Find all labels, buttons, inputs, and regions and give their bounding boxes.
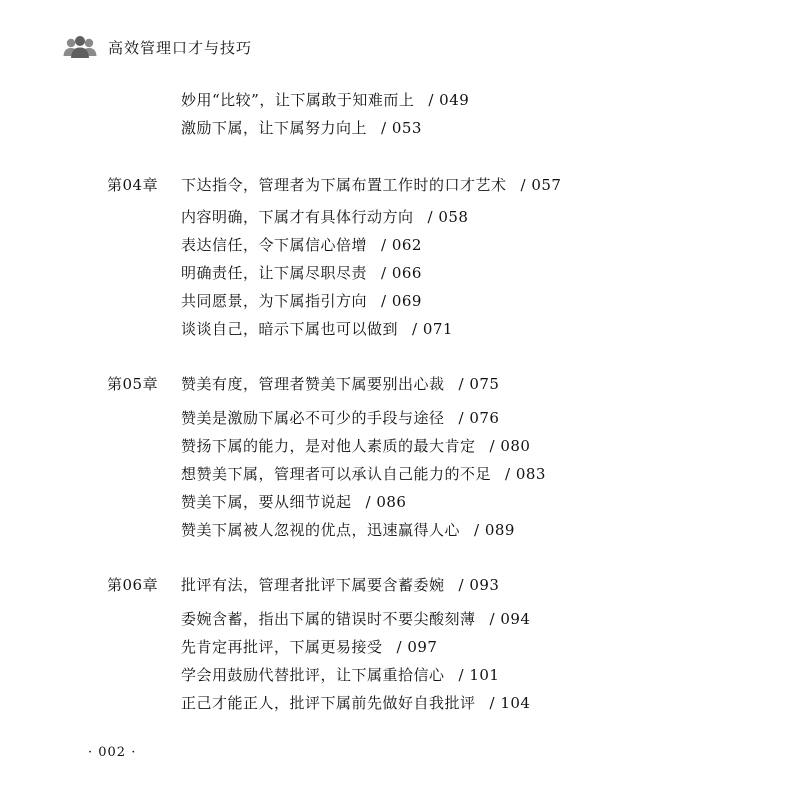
toc-item-title: 激励下属，让下属努力向上 [181,119,368,137]
toc-item-title: 正己才能正人，批评下属前先做好自我批评 [181,694,476,712]
toc-item-title: 赞美是激励下属必不可少的手段与途径 [181,409,445,427]
toc-item-page: / 071 [412,320,453,338]
toc-item-title: 赞美下属被人忽视的优点，迅速赢得人心 [181,521,461,539]
toc-item-page: / 062 [381,236,422,254]
toc-item [181,464,546,484]
toc-item [181,665,499,685]
chapter-title: 赞美有度，管理者赞美下属要别出心裁 [181,375,445,393]
chapter-heading-05 [107,374,499,394]
running-header [62,34,252,60]
toc-item-page: / 080 [489,437,531,455]
chapter-title: 下达指令，管理者为下属布置工作时的口才艺术 [181,176,507,194]
toc-item-title: 明确责任，让下属尽职尽责 [181,264,368,282]
toc-item-title: 谈谈自己，暗示下属也可以做到 [181,320,399,338]
chapter-label: 第04章 [107,176,159,194]
toc-item-page: / 097 [396,638,438,656]
chapter-label: 第05章 [107,375,159,393]
toc-item-title: 妙用“比较”，让下属敢于知难而上 [181,91,415,109]
people-group-icon [62,34,98,60]
toc-item [181,207,468,227]
toc-item-page: / 066 [381,264,422,282]
chapter-page: / 093 [458,576,500,594]
toc-item [181,637,437,657]
page-number: · 002 · [88,745,137,760]
chapter-heading-06 [107,575,499,595]
toc-item-page: / 086 [365,493,407,511]
toc-item-title: 表达信任，令下属信心倍增 [181,236,368,254]
toc-item-title: 共同愿景，为下属指引方向 [181,292,368,310]
toc-item-title: 赞美下属，要从细节说起 [181,493,352,511]
toc-item [181,319,453,339]
toc-item-page: / 101 [458,666,500,684]
chapter-title: 批评有法，管理者批评下属要含蓄委婉 [181,576,445,594]
toc-item-page: / 089 [474,521,515,539]
toc-item-title: 先肯定再批评，下属更易接受 [181,638,383,656]
toc-item-page: / 049 [428,91,470,109]
toc-item [181,118,422,138]
toc-item [181,263,422,283]
toc-item-page: / 069 [381,292,422,310]
toc-item-title: 内容明确，下属才有具体行动方向 [181,208,414,226]
toc-item [181,436,530,456]
chapter-page: / 075 [458,375,500,393]
toc-item [181,408,499,428]
toc-item-page: / 058 [427,208,469,226]
toc-item-title: 想赞美下属，管理者可以承认自己能力的不足 [181,465,492,483]
toc-item-page: / 053 [381,119,422,137]
chapter-page: / 057 [520,176,562,194]
toc-item [181,235,422,255]
toc-item [181,492,406,512]
toc-item-title: 委婉含蓄，指出下属的错误时不要尖酸刻薄 [181,610,476,628]
toc-item-page: / 076 [458,409,500,427]
toc-item-title: 赞扬下属的能力，是对他人素质的最大肯定 [181,437,476,455]
chapter-label: 第06章 [107,576,159,594]
toc-item [181,693,530,713]
toc-item-page: / 083 [505,465,546,483]
toc-item-page: / 094 [489,610,531,628]
toc-item [181,520,515,540]
toc-item-title: 学会用鼓励代替批评，让下属重拾信心 [181,666,445,684]
toc-item [181,90,469,110]
toc-item [181,609,530,629]
toc-item-page: / 104 [489,694,531,712]
book-title: 高效管理口才与技巧 [108,38,253,57]
chapter-heading-04 [107,175,561,195]
toc-item [181,291,422,311]
